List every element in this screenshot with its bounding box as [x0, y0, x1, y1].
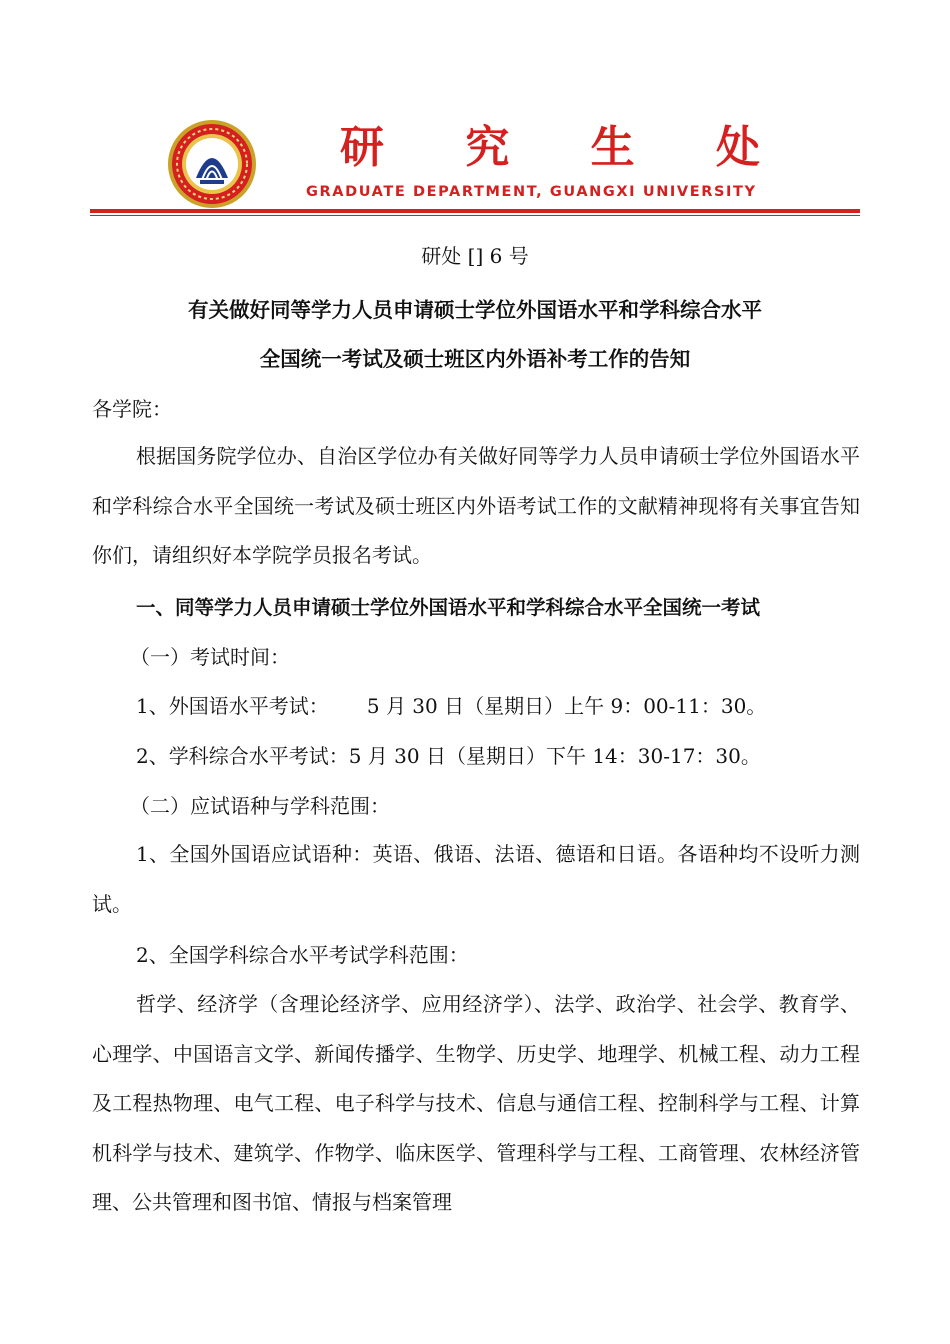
item-subject-exam: 2、学科综合水平考试：5 月 30 日（星期日）下午 14：30-17：30。: [136, 744, 761, 768]
department-subtitle: GRADUATE DEPARTMENT, GUANGXI UNIVERSITY: [306, 184, 757, 200]
intro-paragraph: 根据国务院学位办、自治区学位办有关做好同等学力人员申请硕士学位外国语水平和学科综合水平全国统一考试及硕士班区内外语考试工作的文献精神现将有关事宜告知你们，请组织好本学院学员报名考试。: [92, 444, 860, 567]
university-seal-icon: [166, 118, 258, 210]
section-1-heading: 一、同等学力人员申请硕士学位外国语水平和学科综合水平全国统一考试: [136, 596, 761, 619]
letterhead-rule-thick: [90, 209, 860, 213]
subjects-paragraph: 哲学、经济学（含理论经济学、应用经济学）、法学、政治学、社会学、教育学、心理学、中国语言文学、新闻传播学、生物学、历史学、地理学、机械工程、动力工程及工程热物理、电气工程、电子科学与技术、信息与通信工程、控制科学与工程、计算机科学与技术、建筑学、作物学、临床医学、管理科学与工程、工商管理、农林经济管理、公共管理和图书馆、情报与档案管理: [92, 992, 860, 1214]
department-title-char: 研: [340, 122, 384, 173]
item-languages: 1、全国外国语应试语种：英语、俄语、法语、德语和日语。各语种均不设听力测试。: [92, 842, 860, 916]
subsection-exam-time: （一）考试时间：: [130, 645, 290, 669]
salutation: 各学院：: [92, 397, 172, 421]
letterhead-rule-thin: [90, 215, 860, 216]
department-title-char: 生: [590, 122, 635, 173]
department-title: [340, 122, 760, 173]
document-title-line-2: 全国统一考试及硕士班区内外语补考工作的告知: [259, 347, 691, 371]
item-subject-scope: 2、全国学科综合水平考试学科范围：: [136, 943, 469, 967]
subsection-languages-subjects: （二）应试语种与学科范围：: [130, 794, 390, 818]
department-title-char: 处: [715, 122, 760, 173]
item-foreign-language-exam: 1、外国语水平考试： 5 月 30 日（星期日）上午 9：00-11：30。: [136, 694, 767, 718]
letterhead: [90, 118, 860, 218]
document-number: 研处 [] 6 号: [421, 244, 529, 268]
document-title-line-1: 有关做好同等学力人员申请硕士学位外国语水平和学科综合水平: [188, 298, 762, 322]
department-title-char: 究: [465, 122, 510, 173]
